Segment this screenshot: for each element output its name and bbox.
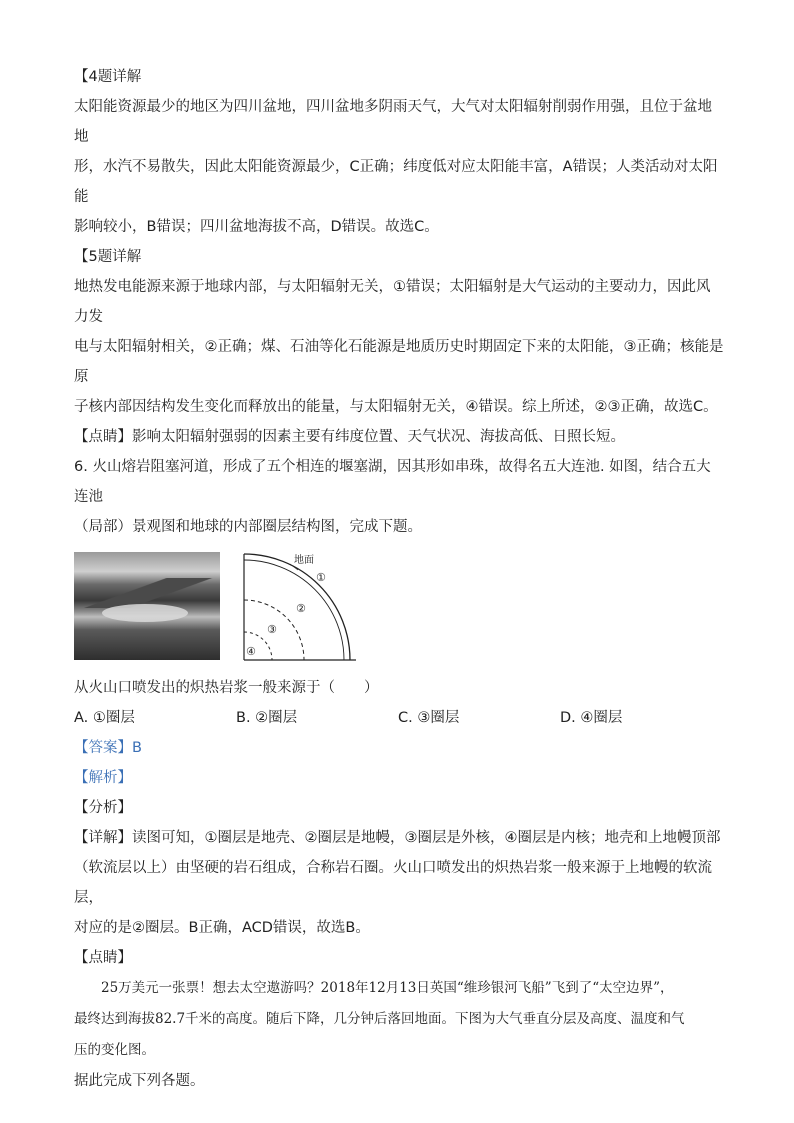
photo-lake — [102, 604, 188, 622]
q6-detail-2: （软流层以上）由坚硬的岩石组成，合称岩石圈。火山口喷发出的炽热岩浆一般来源于上地幔的软流层， — [74, 860, 712, 906]
q5-tip: 【点睛】影响太阳辐射强弱的因素主要有纬度位置、天气状况、海拔高低、日照长短。 — [74, 429, 625, 445]
q6-detail-1: 【详解】读图可知，①圈层是地壳、②圈层是地幔，③圈层是外核，④圈层是内核；地壳和上地幔顶部 — [74, 830, 721, 846]
q6-detail-3: 对应的是②圈层。B正确，ACD错误，故选B。 — [74, 920, 370, 936]
q7-intro-1: 25万美元一张票！想去太空遨游吗？2018年12月13日英国“维珍银河飞船”飞到了“太空边界”， — [101, 980, 674, 996]
q6-intro-1: 6. 火山熔岩阻塞河道，形成了五个相连的堰塞湖，因其形如串珠，故得名五大连池. 如图，结合五大连池 — [74, 459, 711, 505]
q4-line-1: 太阳能资源最少的地区为四川盆地，四川盆地多阴雨天气，大气对太阳辐射削弱作用强，且位于盆地地 — [74, 99, 712, 145]
q5-heading: 【5题详解 — [74, 249, 142, 265]
q4-line-3: 影响较小，B错误；四川盆地海拔不高，D错误。故选C。 — [74, 219, 439, 235]
q7-closing: 据此完成下列各题。 — [74, 1073, 205, 1089]
landscape-photo — [74, 552, 220, 660]
q4-line-2: 形，水汽不易散失，因此太阳能资源最少，C正确；纬度低对应太阳能丰富，A错误；人类活动对太阳能 — [74, 159, 718, 205]
q4-heading: 【4题详解 — [74, 69, 142, 85]
surface-label: 地面 — [294, 555, 314, 566]
option-b: B. ②圈层 — [236, 710, 298, 726]
option-a: A. ①圈层 — [74, 710, 135, 726]
crust-arc — [244, 560, 344, 660]
layer-label-4: ④ — [246, 645, 256, 658]
q5-line-1: 地热发电能源来源于地球内部，与太阳辐射无关，①错误；太阳辐射是大气运动的主要动力，因此风力发 — [74, 279, 711, 325]
layer-label-2: ② — [296, 602, 306, 615]
q6-answer: 【答案】B — [74, 740, 142, 756]
q7-intro-3: 压的变化图。 — [74, 1042, 155, 1058]
option-d: D. ④圈层 — [560, 710, 623, 726]
q5-line-2: 电与太阳辐射相关，②正确；煤、石油等化石能源是地质历史时期固定下来的太阳能，③正确；核能是原 — [74, 339, 724, 385]
q6-figures — [74, 552, 724, 667]
q6-fenxi-label: 【分析】 — [74, 800, 132, 816]
layer-label-1: ① — [316, 571, 326, 584]
q6-dianjing-label: 【点睛】 — [74, 950, 132, 966]
option-c: C. ③圈层 — [398, 710, 460, 726]
q6-intro-2: （局部）景观图和地球的内部圈层结构图，完成下题。 — [74, 519, 422, 535]
earth-layers-diagram — [242, 552, 358, 662]
q5-line-3: 子核内部因结构发生变化而释放出的能量，与太阳辐射无关，④错误。综上所述，②③正确，故选C。 — [74, 399, 718, 415]
q6-analysis-label: 【解析】 — [74, 770, 132, 786]
q6-question: 从火山口喷发出的炽热岩浆一般来源于（ ） — [74, 680, 379, 696]
q6-options — [74, 703, 724, 733]
document-page — [74, 62, 724, 1096]
layer-label-3: ③ — [267, 623, 277, 636]
q7-intro-2: 最终达到海拔82.7千米的高度。随后下降，几分钟后落回地面。下图为大气垂直分层及高度、温度和气 — [74, 1011, 685, 1027]
